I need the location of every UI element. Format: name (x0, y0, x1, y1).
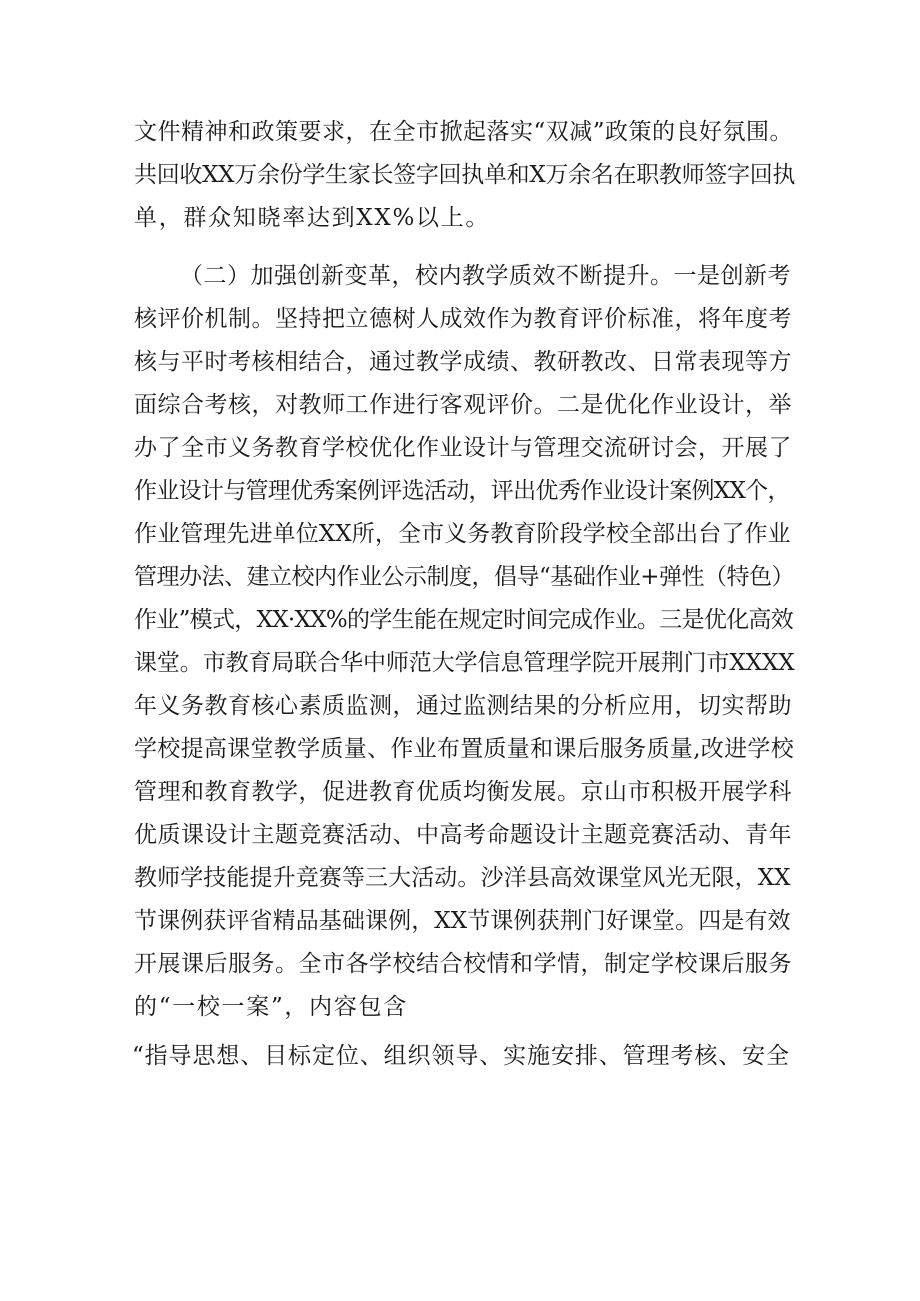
body-line: 面综合考核，对教师工作进行客观评价。二是优化作业设计，举 (134, 392, 792, 418)
body-line: 学校提高课堂教学质量、作业布置质量和课后服务质量,改进学校 (134, 736, 795, 762)
body-line: 核与平时考核相结合，通过教学成绩、教研教改、日常表现等方 (134, 349, 792, 375)
body-line: 管理办法、建立校内作业公示制度，倡导“基础作业+弹性（特色） (134, 564, 795, 590)
body-line: 共回收XX万余份学生家长签字回执单和X万余名在职教师签字回执 (134, 162, 796, 188)
paragraph-start-line: （二）加强创新变革，校内教学质效不断提升。一是创新考 (180, 263, 791, 289)
body-line: 作业设计与管理优秀案例评选活动，评出优秀作业设计案例XX个， (134, 478, 790, 504)
body-line: “指导思想、目标定位、组织领导、实施安排、管理考核、安全 (132, 1043, 790, 1069)
body-line: 办了全市义务教育学校优化作业设计与管理交流研讨会，开展了 (134, 435, 792, 461)
body-line: 开展课后服务。全市各学校结合校情和学情，制定学校课后服务 (134, 951, 792, 977)
body-line: 优质课设计主题竞赛活动、中高考命题设计主题竞赛活动、青年 (134, 822, 792, 848)
body-line: 作业”模式，XX·XX%的学生能在规定时间完成作业。三是优化高效 (134, 607, 794, 633)
body-line: 年义务教育核心素质监测，通过监测结果的分析应用，切实帮助 (134, 693, 792, 719)
body-line: 课堂。市教育局联合华中师范大学信息管理学院开展荆门市XXXX (134, 650, 795, 676)
body-line: 核评价机制。坚持把立德树人成效作为教育评价标准，将年度考 (134, 306, 792, 332)
body-line: 的“一校一案”，内容包含 (134, 994, 408, 1020)
body-line: 作业管理先进单位XX所，全市义务教育阶段学校全部出台了作业 (134, 521, 791, 547)
body-line: 节课例获评省精品基础课例，XX节课例获荆门好课堂。四是有效 (134, 908, 791, 934)
body-line: 管理和教育教学，促进教育优质均衡发展。京山市积极开展学科 (134, 779, 792, 805)
body-line: 文件精神和政策要求，在全市掀起落实“双减”政策的良好氛围。 (134, 119, 794, 145)
body-line: 单，群众知晓率达到XX%以上。 (134, 205, 491, 231)
body-line: 教师学技能提升竞赛等三大活动。沙洋县高效课堂风光无限，XX (134, 865, 791, 891)
